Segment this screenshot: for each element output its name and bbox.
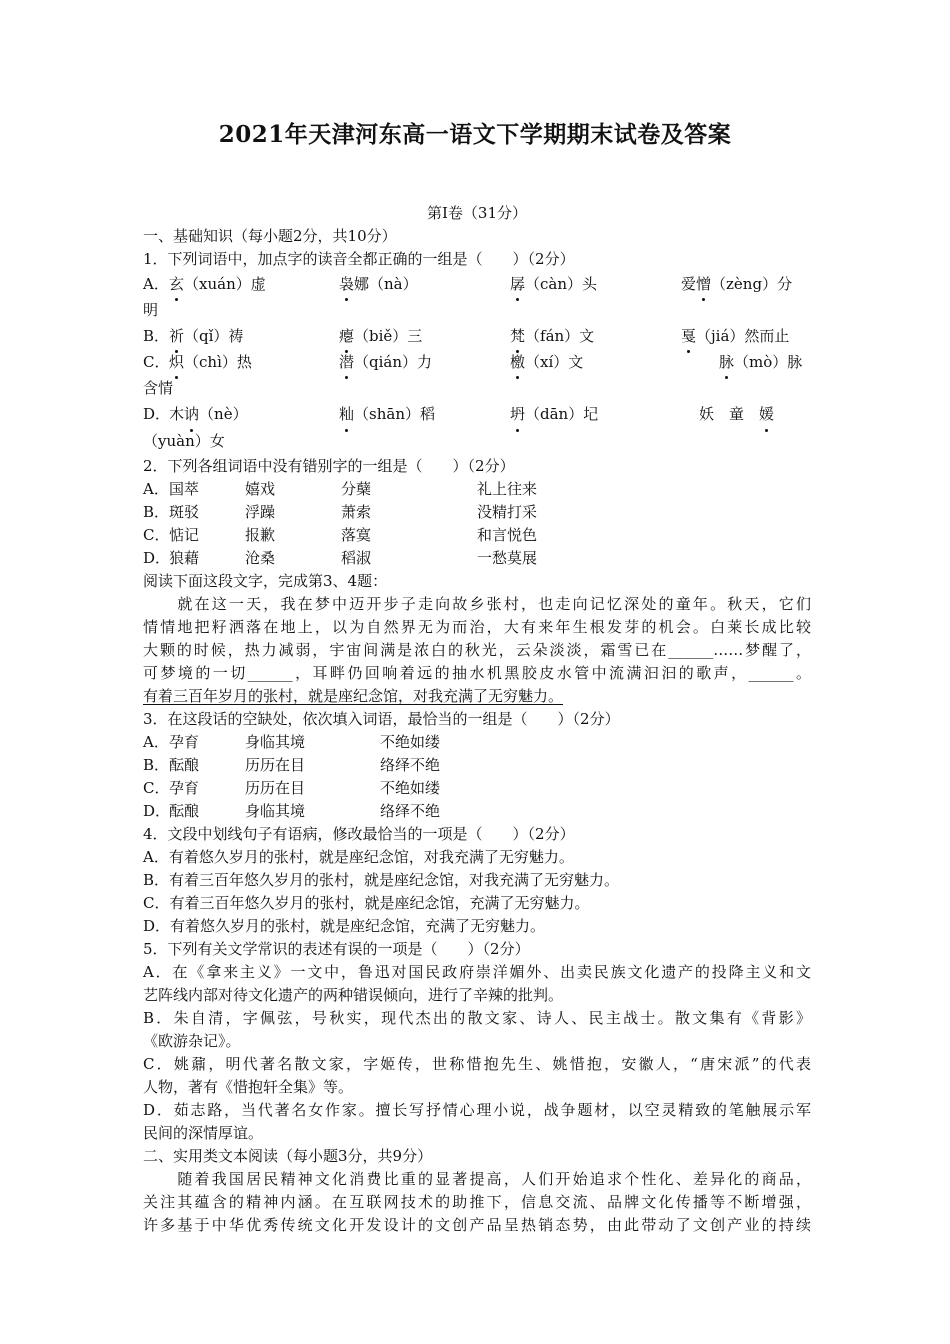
q1-d-item-4: 妖 童 媛 xyxy=(699,401,774,428)
passage-underlined-sentence xyxy=(143,685,811,708)
q5-stem: 5．下列有关文学常识的表述有误的一项是（ ）（2分） xyxy=(143,940,530,958)
q2-option-d xyxy=(143,547,811,570)
word: 酝酿 xyxy=(169,802,200,820)
word: 稻淑 xyxy=(341,549,372,567)
q1-option-a xyxy=(143,271,811,297)
passage-line: 就在这一天，我在梦中迈开步子走向故乡张村，也走向记忆深处的童年。秋天，它们 xyxy=(143,595,811,613)
option-label: C． xyxy=(143,353,170,371)
q1-c-item-1: 炽（chì）热 xyxy=(169,349,339,375)
q5-line: 艺阵线内部对待文化遗产的两种错误倾向，进行了辛辣的批判。 xyxy=(143,986,564,1004)
word: 分蘖 xyxy=(341,480,372,498)
document-title: 2021年天津河东高一语文下学期期末试卷及答案 xyxy=(218,121,732,148)
emphasis-mark: 潜 xyxy=(339,349,354,375)
q1-d-item-3: 坍（dān）圮 xyxy=(510,401,685,428)
word: 酝酿 xyxy=(169,756,200,774)
word: 络绎不绝 xyxy=(380,802,441,820)
word: 不绝如缕 xyxy=(380,779,441,797)
word: 身临其境 xyxy=(245,733,306,751)
q5-line: D．茹志路，当代著名女作家。擅长写抒情心理小说，战争题材，以空灵精致的笔触展示军 xyxy=(143,1101,811,1119)
emphasis-mark: 孱 xyxy=(510,271,525,297)
option-label: B． xyxy=(143,503,170,521)
q1-option-b xyxy=(143,323,811,349)
word: 斑驳 xyxy=(169,503,200,521)
q1-c-item-3: 檄（xí）文 xyxy=(510,349,681,375)
q1-b-item-4: 戛（jiá）然而止 xyxy=(681,323,789,349)
option-label: D． xyxy=(143,549,171,567)
q5-line: 人物，著有《惜抱轩全集》等。 xyxy=(143,1078,354,1096)
emphasis-mark: 脉 xyxy=(719,349,734,375)
q3-option-d xyxy=(143,800,811,823)
q3-option-c xyxy=(143,777,811,800)
emphasis-mark: 祈 xyxy=(169,323,184,349)
q1-b-item-2: 瘪（biě）三 xyxy=(339,323,510,349)
q5-line: 《欧游杂记》。 xyxy=(143,1032,241,1050)
emphasis-mark: 讷 xyxy=(184,401,199,428)
word: 浮躁 xyxy=(245,503,276,521)
emphasis-mark: 戛 xyxy=(681,323,696,349)
option-label: C． xyxy=(143,779,170,797)
q1-option-c-cont: 含情 xyxy=(143,379,174,397)
option-label: B． xyxy=(143,327,170,345)
q3-option-a xyxy=(143,731,811,754)
emphasis-mark: 袅 xyxy=(339,271,354,297)
option-label: A． xyxy=(143,733,169,751)
q1-c-item-4: 脉（mò）脉 xyxy=(719,349,802,375)
word: 身临其境 xyxy=(245,802,306,820)
word: 历历在目 xyxy=(245,779,306,797)
q1-c-item-2: 潜（qián）力 xyxy=(339,349,510,375)
option-label: D． xyxy=(143,802,171,820)
word: 历历在目 xyxy=(245,756,306,774)
q4-option-d: D．有着悠久岁月的张村，就是座纪念馆，充满了无穷魅力。 xyxy=(143,917,546,935)
q5-line: 民间的深情厚谊。 xyxy=(143,1124,264,1142)
emphasis-mark: 媛 xyxy=(759,401,774,428)
word: 络绎不绝 xyxy=(380,756,441,774)
section2-line: 随着我国居民精神文化消费比重的显著提高，人们开始追求个性化、差异化的商品， xyxy=(143,1170,811,1188)
emphasis-mark: 瘪 xyxy=(339,323,354,349)
word: 报歉 xyxy=(245,526,276,544)
word: 一愁莫展 xyxy=(477,549,538,567)
q5-line: A．在《拿来主义》一文中，鲁迅对国民政府崇洋媚外、出卖民族文化遗产的投降主义和文 xyxy=(143,963,811,981)
q1-option-d-cont: （yuàn）女 xyxy=(143,432,225,450)
emphasis-mark: 坍 xyxy=(510,401,525,428)
q1-a-item-4: 爱憎（zèng）分 xyxy=(681,271,792,297)
passage-line: 可梦境的一切______，耳畔仍回响着远的抽水机黑胶皮水管中流满汩汩的歌声，______。 xyxy=(143,664,811,682)
option-label: B． xyxy=(143,756,170,774)
word: 礼上往来 xyxy=(477,480,538,498)
q4-option-c: C．有着三百年悠久岁月的张村，就是座纪念馆，充满了无穷魅力。 xyxy=(143,894,590,912)
q1-d-item-2: 籼（shān）稻 xyxy=(339,401,510,428)
passage-line: 情情地把籽洒落在地上，以为自然界无为而治，大有来年生根发芽的机会。白莱长成比较 xyxy=(143,618,811,636)
q2-stem: 2．下列各组词语中没有错别字的一组是（ ）（2分） xyxy=(143,457,515,475)
q2-option-b xyxy=(143,501,811,524)
option-label: A． xyxy=(143,275,169,293)
q5-line: C．姚鼐，明代著名散文家，字姬传，世称惜抱先生、姚惜抱，安徽人，“唐宋派”的代表 xyxy=(143,1055,811,1073)
q1-option-d xyxy=(143,401,811,428)
emphasis-mark: 憎 xyxy=(696,271,711,297)
word: 狼藉 xyxy=(169,549,200,567)
q1-a-item-2: 袅娜（nà） xyxy=(339,271,510,297)
section1-heading: 一、基础知识（每小题2分，共10分） xyxy=(143,227,397,245)
passage-line: 大颗的时候，热力减弱，宇宙间满是浓白的秋光，云朵淡淡，霜雪已在______……梦醒了， xyxy=(143,641,811,659)
emphasis-mark: 籼 xyxy=(339,401,354,428)
q5-line: B．朱自清，字佩弦，号秋实，现代杰出的散文家、诗人、民主战士。散文集有《背影》 xyxy=(143,1009,811,1027)
emphasis-mark: 炽 xyxy=(169,349,184,375)
q2-option-c xyxy=(143,524,811,547)
q1-b-item-3: 梵（fán）文 xyxy=(510,323,681,349)
option-label: D． xyxy=(143,405,171,423)
emphasis-mark: 檄 xyxy=(510,349,525,375)
emphasis-mark: 玄 xyxy=(169,271,184,297)
q1-option-a-cont: 明 xyxy=(143,301,159,319)
section2-line: 关注其蕴含的精神内涵。在互联网技术的助推下，信息交流、品牌文化传播等不断增强， xyxy=(143,1193,811,1211)
q1-b-item-1: 祈（qǐ）祷 xyxy=(169,323,339,349)
word: 沧桑 xyxy=(245,549,276,567)
word: 和言悦色 xyxy=(477,526,538,544)
q4-option-a: A．有着悠久岁月的张村，就是座纪念馆，对我充满了无穷魅力。 xyxy=(143,848,574,866)
word: 孕育 xyxy=(169,733,200,751)
option-label: C． xyxy=(143,526,170,544)
word: 惦记 xyxy=(169,526,200,544)
passage-intro: 阅读下面这段文字，完成第3、4题： xyxy=(143,572,388,590)
section2-heading: 二、实用类文本阅读（每小题3分，共9分） xyxy=(143,1147,433,1165)
q1-d-item-1: 木讷（nè） xyxy=(169,401,339,428)
q1-a-item-1: 玄（xuán）虚 xyxy=(169,271,339,297)
word: 没精打采 xyxy=(477,503,538,521)
q2-option-a xyxy=(143,478,811,501)
section2-line: 许多基于中华优秀传统文化开发设计的文创产品呈热销态势，由此带动了文创产业的持续 xyxy=(143,1216,811,1234)
word: 嬉戏 xyxy=(245,480,276,498)
volume-heading: 第Ⅰ卷（31分） xyxy=(426,204,527,222)
emphasis-mark: 梵 xyxy=(510,323,525,349)
q3-stem: 3．在这段话的空缺处，依次填入词语，最恰当的一组是（ ）（2分） xyxy=(143,710,620,728)
word: 落寞 xyxy=(341,526,372,544)
option-label: A． xyxy=(143,480,169,498)
word: 不绝如缕 xyxy=(380,733,441,751)
word: 萧索 xyxy=(341,503,372,521)
word: 国萃 xyxy=(169,480,200,498)
word: 孕育 xyxy=(169,779,200,797)
q1-a-item-3: 孱（càn）头 xyxy=(510,271,681,297)
q3-option-b xyxy=(143,754,811,777)
q4-option-b: B．有着三百年悠久岁月的张村，就是座纪念馆，对我充满了无穷魅力。 xyxy=(143,871,620,889)
q1-option-c xyxy=(143,349,811,375)
document-body xyxy=(143,202,811,1237)
q4-stem: 4．文段中划线句子有语病，修改最恰当的一项是（ ）（2分） xyxy=(143,825,575,843)
q1-stem: 1．下列词语中，加点字的读音全都正确的一组是（ ）（2分） xyxy=(143,250,575,268)
underlined-text: 有着三百年岁月的张村，就是座纪念馆，对我充满了无穷魅力。 xyxy=(143,687,564,705)
